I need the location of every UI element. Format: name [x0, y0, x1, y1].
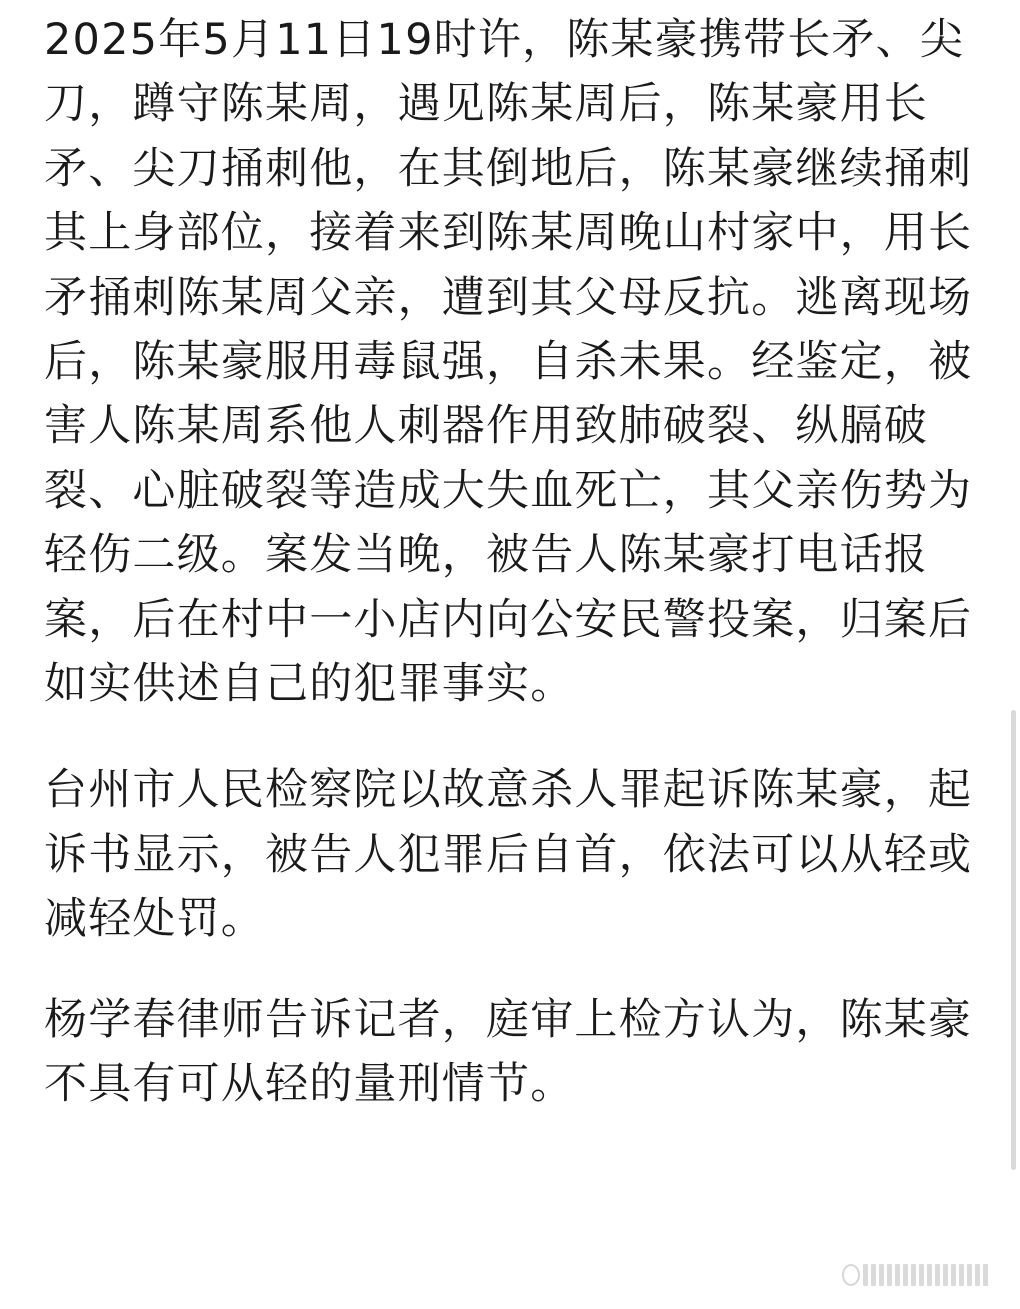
watermark-bar-icon	[951, 1264, 956, 1286]
watermark-bar-icon	[943, 1264, 948, 1286]
paragraph-2: 台州市人民检察院以故意杀人罪起诉陈某豪，起诉书显示，被告人犯罪后自首，依法可以从轻或减轻处罚。	[44, 765, 973, 945]
watermark-bar-icon	[919, 1264, 924, 1286]
article-body	[44, 8, 984, 1117]
watermark-bar-icon	[935, 1264, 940, 1286]
watermark-bar-icon	[927, 1264, 932, 1286]
watermark-bar-icon	[887, 1264, 892, 1286]
watermark-bar-icon	[863, 1264, 868, 1286]
watermark-bar-icon	[871, 1264, 876, 1286]
paragraph-1: 2025年5月11日19时许，陈某豪携带长矛、尖刀，蹲守陈某周，遇见陈某周后，陈某豪用长矛、尖刀捅刺他，在其倒地后，陈某豪继续捅刺其上身部位，接着来到陈某周晚山村家中，用长矛捅刺陈某周父亲，遭到其父母反抗。逃离现场后，陈某豪服用毒鼠强，自杀未果。经鉴定，被害人陈某周系他人刺器作用致肺破裂、纵膈破裂、心脏破裂等造成大失血死亡，其父亲伤势为轻伤二级。案发当晚，被告人陈某豪打电话报案，后在村中一小店内向公安民警投案，归案后如实供述自己的犯罪事实。	[44, 15, 973, 710]
watermark-circle-icon	[842, 1264, 860, 1286]
watermark-bar-icon	[983, 1264, 988, 1286]
watermark-bar-icon	[903, 1264, 908, 1286]
watermark-bar-icon	[879, 1264, 884, 1286]
paragraph-3: 杨学春律师告诉记者，庭审上检方认为，陈某豪不具有可从轻的量刑情节。	[44, 994, 973, 1110]
watermark-bar-icon	[975, 1264, 980, 1286]
watermark-bar-icon	[959, 1264, 964, 1286]
watermark-bar-icon	[895, 1264, 900, 1286]
watermark-bar-icon	[967, 1264, 972, 1286]
watermark-logo-icon	[842, 1262, 997, 1288]
watermark-bar-icon	[911, 1264, 916, 1286]
scrollbar[interactable]	[1011, 710, 1016, 1170]
